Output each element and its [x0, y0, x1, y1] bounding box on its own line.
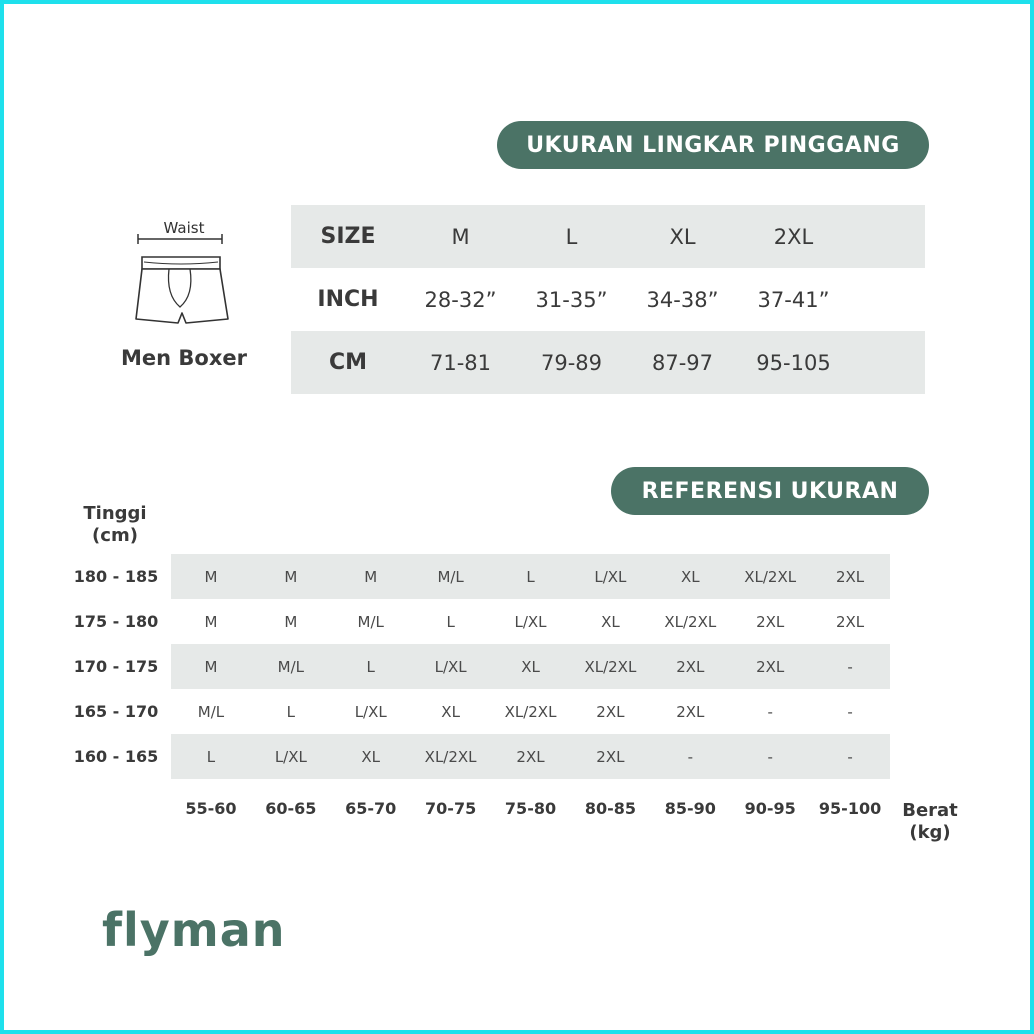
height-label: 160 - 165: [73, 747, 159, 766]
reference-cell: XL: [601, 612, 620, 631]
weight-label: 55-60: [185, 799, 237, 818]
reference-cell: -: [687, 747, 693, 766]
weight-label: 90-95: [744, 799, 796, 818]
weight-label-text: Berat: [902, 800, 958, 821]
reference-cell: -: [767, 702, 773, 721]
reference-cell: 2XL: [835, 612, 865, 631]
height-label: 165 - 170: [73, 702, 159, 721]
boxer-illustration: [122, 215, 246, 330]
reference-cell: L/XL: [274, 747, 307, 766]
reference-cell: -: [847, 657, 853, 676]
reference-cell: 2XL: [516, 747, 545, 766]
size-row: [291, 205, 925, 268]
reference-cell: XL: [441, 702, 460, 721]
weight-label: 70-75: [425, 799, 477, 818]
cm-row: [291, 331, 925, 394]
waist-size-table: [291, 205, 925, 394]
reference-cell: -: [847, 747, 853, 766]
reference-row: [171, 554, 890, 599]
weight-label: 95-100: [818, 799, 882, 818]
reference-cell: M/L: [197, 702, 225, 721]
reference-cell: 2XL: [756, 657, 785, 676]
reference-cell: XL/2XL: [664, 612, 717, 631]
size-reference-title: REFERENSI UKURAN: [611, 467, 929, 515]
reference-cell: XL: [680, 567, 700, 586]
reference-cell: -: [847, 702, 853, 721]
size-cell: XL: [669, 224, 696, 249]
reference-cell: L: [446, 612, 455, 631]
height-axis-label: [80, 503, 150, 547]
size-cell: 2XL: [773, 224, 814, 249]
reference-cell: XL: [521, 657, 540, 676]
waist-label: Waist: [163, 219, 205, 237]
reference-cell: M: [364, 567, 378, 586]
reference-cell: L: [526, 567, 535, 586]
reference-cell: 2XL: [596, 702, 625, 721]
inch-cell: 28-32”: [424, 287, 497, 312]
inch-cell: 37-41”: [757, 287, 830, 312]
boxer-shorts-icon: [122, 215, 246, 330]
waist-size-title: UKURAN LINGKAR PINGGANG: [497, 121, 929, 169]
reference-cell: L: [206, 747, 216, 766]
size-cell: L: [565, 224, 578, 249]
boxer-caption: Men Boxer: [121, 346, 247, 370]
reference-cell: M: [204, 657, 218, 676]
size-reference-grid: [171, 554, 890, 779]
reference-cell: XL/2XL: [744, 567, 797, 586]
reference-cell: M: [284, 612, 298, 631]
cm-row-label: CM: [328, 350, 368, 375]
reference-cell: 2XL: [676, 657, 705, 676]
reference-cell: XL/2XL: [424, 747, 477, 766]
weight-label: 85-90: [664, 799, 716, 818]
brand-logo: flyman: [102, 903, 286, 957]
cm-cell: 95-105: [756, 350, 831, 375]
reference-cell: M/L: [357, 612, 384, 631]
reference-cell: L: [366, 657, 375, 676]
reference-cell: L/XL: [434, 657, 467, 676]
height-label-text: Tinggi: [83, 503, 147, 524]
weight-axis-label: [895, 800, 965, 844]
reference-cell: L/XL: [354, 702, 387, 721]
reference-cell: 2XL: [676, 702, 705, 721]
height-column: [62, 554, 170, 779]
reference-cell: M: [284, 567, 298, 586]
reference-row: [171, 734, 890, 779]
inch-cell: 31-35”: [535, 287, 608, 312]
reference-row: [171, 644, 890, 689]
reference-row: [171, 599, 890, 644]
reference-row: [171, 689, 890, 734]
reference-cell: M/L: [437, 567, 464, 586]
height-label: 175 - 180: [73, 612, 159, 631]
cm-cell: 71-81: [429, 350, 492, 375]
reference-cell: XL: [361, 747, 381, 766]
weight-axis-row: [171, 799, 890, 818]
cm-cell: 87-97: [651, 350, 714, 375]
weight-label: 75-80: [504, 799, 557, 818]
cm-cell: 79-89: [540, 350, 603, 375]
weight-label: 65-70: [345, 799, 397, 818]
inch-row: [291, 268, 925, 331]
reference-cell: 2XL: [596, 747, 625, 766]
weight-label: 60-65: [265, 799, 317, 818]
inch-row-label: INCH: [317, 287, 379, 312]
weight-label: 80-85: [584, 799, 636, 818]
reference-cell: L/XL: [594, 567, 627, 586]
reference-cell: -: [767, 747, 773, 766]
height-label: 170 - 175: [73, 657, 159, 676]
height-label: 180 - 185: [73, 567, 159, 586]
reference-cell: XL/2XL: [504, 702, 557, 721]
reference-cell: XL/2XL: [584, 657, 637, 676]
height-unit-text: (cm): [92, 525, 138, 546]
reference-cell: L/XL: [514, 612, 547, 631]
reference-cell: 2XL: [756, 612, 785, 631]
inch-cell: 34-38”: [646, 287, 719, 312]
reference-cell: M: [204, 567, 218, 586]
reference-cell: 2XL: [835, 567, 865, 586]
size-row-label: SIZE: [320, 224, 376, 249]
size-cell: M: [451, 224, 470, 249]
reference-cell: M/L: [277, 657, 305, 676]
weight-unit-text: (kg): [909, 822, 951, 843]
reference-cell: L: [286, 702, 296, 721]
reference-cell: M: [204, 612, 218, 631]
